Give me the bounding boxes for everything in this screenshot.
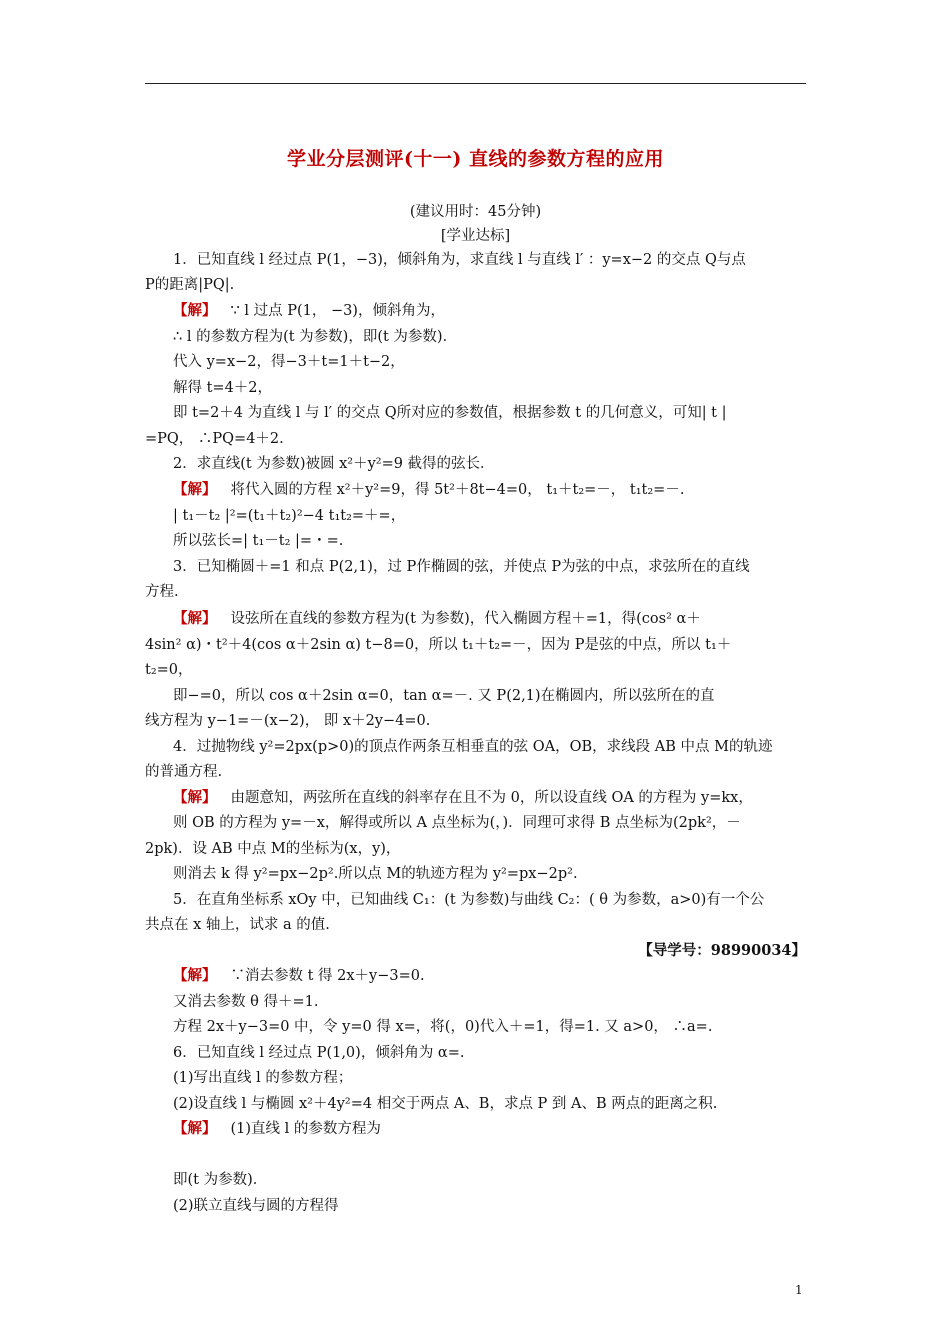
- line-text: 所以弦长=| t₁－t₂ |=・=.: [173, 533, 344, 549]
- text-line: [145, 273, 234, 294]
- line-text: 3．已知椭圆＋=1 和点 P(2,1)，过 P作椭圆的弦，并使点 P为弦的中点，求弦所在的直线: [173, 559, 750, 575]
- line-text: 的普通方程.: [145, 764, 223, 780]
- line-text: 4．过抛物线 y²=2px(p>0)的顶点作两条互相垂直的弦 OA，OB，求线段 AB 中点 M的轨迹: [173, 739, 773, 755]
- solution-label: 【解】: [173, 302, 217, 319]
- text-line: [173, 478, 684, 499]
- text-line: [173, 504, 405, 525]
- line-text: (1)直线 l 的参数方程为: [230, 1121, 381, 1137]
- line-text: 方程 2x＋y−3=0 中，令 y=0 得 x=，将(，0)代入＋=1，得=1. 又 a>0， ∴a=.: [173, 1019, 713, 1035]
- line-text: (2)设直线 l 与椭圆 x²＋4y²=4 相交于两点 A、B，求点 P 到 A、B 两点的距离之积.: [173, 1096, 718, 1112]
- line-text: 代入 y=x−2，得−3＋t=1＋t−2，: [173, 354, 405, 370]
- text-line: [173, 1117, 381, 1138]
- line-text: ∵消去参数 t 得 2x＋y−3=0.: [230, 968, 425, 984]
- text-line: [173, 888, 764, 909]
- text-line: [173, 735, 772, 756]
- line-text: (1)写出直线 l 的参数方程；: [173, 1070, 353, 1086]
- text-line: [173, 684, 715, 705]
- text-line: [173, 1092, 717, 1113]
- text-line: [173, 401, 727, 422]
- solution-label: 【解】: [173, 967, 217, 984]
- line-text: =PQ， ∴PQ=4＋2.: [145, 431, 284, 447]
- section-label: [学业达标]: [440, 228, 511, 244]
- text-line: [145, 837, 400, 858]
- page-number: 1: [795, 1283, 803, 1297]
- text-line: [173, 325, 457, 346]
- line-text: ∴ l 的参数方程为(t 为参数)，即(t 为参数)．: [173, 329, 458, 345]
- text-line: [638, 939, 806, 960]
- solution-label: 【解】: [173, 481, 217, 498]
- line-text: | t₁－t₂ |²=(t₁＋t₂)²−4 t₁t₂=＋=，: [173, 508, 406, 524]
- text-line: [145, 913, 330, 934]
- header-rule: [145, 83, 806, 84]
- line-text: ∵ l 过点 P(1， −3)，倾斜角为，: [230, 303, 445, 319]
- text-line: [173, 607, 701, 628]
- solution-label: 【解】: [173, 789, 217, 806]
- text-line: [173, 1168, 267, 1189]
- line-text: P的距离|PQ|.: [145, 277, 235, 293]
- text-line: [145, 709, 430, 730]
- text-line: [145, 580, 179, 601]
- line-text: 线方程为 y−1=－(x−2)， 即 x＋2y−4=0.: [145, 713, 431, 729]
- line-text: t₂=0，: [145, 662, 193, 678]
- text-line: [145, 427, 284, 448]
- text-line: [173, 786, 753, 807]
- line-text: 设弦所在直线的参数方程为(t 为参数)，代入椭圆方程＋=1，得(cos² α＋: [230, 611, 701, 627]
- line-text: 1．已知直线 l 经过点 P(1，−3)，倾斜角为，求直线 l 与直线 l′ ：y=x−2 的交点 Q与点: [173, 252, 746, 268]
- line-text: 方程.: [145, 584, 179, 600]
- solution-label: 【解】: [173, 1120, 217, 1137]
- text-line: [145, 760, 222, 781]
- line-text: 则消去 k 得 y²=px−2p².所以点 M的轨迹方程为 y²=px−2p².: [173, 866, 578, 882]
- text-line: [173, 811, 741, 832]
- line-text: 解得 t=4＋2，: [173, 380, 273, 396]
- text-line: [173, 376, 272, 397]
- line-text: 6．已知直线 l 经过点 P(1,0)，倾斜角为 α=.: [173, 1045, 465, 1061]
- text-line: [173, 350, 405, 371]
- page-title: 学业分层测评(十一) 直线的参数方程的应用: [286, 148, 665, 170]
- solution-label: 【解】: [173, 610, 217, 627]
- line-text: 即−=0，所以 cos α＋2sin α=0，tan α=－. 又 P(2,1)在椭圆内，所以弦所在的直: [173, 688, 715, 704]
- line-text: (2)联立直线与圆的方程得: [173, 1198, 339, 1214]
- text-line: [145, 633, 731, 654]
- text-line: [173, 990, 318, 1011]
- text-line: [173, 964, 425, 985]
- guide-number: 【导学号：98990034】: [638, 942, 806, 959]
- line-text: 则 OB 的方程为 y=－x，解得或所以 A 点坐标为(，)．同理可求得 B 点坐标为(2pk²，－: [173, 815, 741, 831]
- text-line: [173, 1194, 339, 1215]
- text-line: [173, 1066, 352, 1087]
- line-text: 即(t 为参数)．: [173, 1172, 268, 1188]
- suggested-time: (建议用时：45分钟): [409, 204, 542, 220]
- text-line: [173, 529, 343, 550]
- text-line: [173, 248, 746, 269]
- text-line: [173, 862, 578, 883]
- text-line: [173, 1015, 712, 1036]
- line-text: 又消去参数 θ 得＋=1.: [173, 994, 319, 1010]
- text-line: [145, 658, 193, 679]
- line-text: 5．在直角坐标系 xOy 中，已知曲线 C₁：(t 为参数)与曲线 C₂：( θ 为参数，a>0)有一个公: [173, 892, 765, 908]
- line-text: 由题意知，两弦所在直线的斜率存在且不为 0，所以设直线 OA 的方程为 y=kx，: [230, 790, 753, 806]
- text-line: [173, 1041, 464, 1062]
- line-text: 共点在 x 轴上，试求 a 的值.: [145, 917, 330, 933]
- line-text: 2．求直线(t 为参数)被圆 x²＋y²=9 截得的弦长．: [173, 456, 495, 472]
- text-line: [173, 555, 750, 576]
- text-line: [173, 299, 445, 320]
- line-text: 4sin² α)・t²＋4(cos α＋2sin α) t−8=0，所以 t₁＋t₂=－，因为 P是弦的中点，所以 t₁＋: [145, 637, 732, 653]
- line-text: 将代入圆的方程 x²＋y²=9，得 5t²＋8t−4=0， t₁＋t₂=－， t₁t₂=－.: [230, 482, 685, 498]
- line-text: 2pk)．设 AB 中点 M的坐标为(x，y)，: [145, 841, 401, 857]
- text-line: [173, 452, 495, 473]
- line-text: 即 t=2＋4 为直线 l 与 l′ 的交点 Q所对应的参数值，根据参数 t 的几何意义，可知| t |: [173, 405, 727, 421]
